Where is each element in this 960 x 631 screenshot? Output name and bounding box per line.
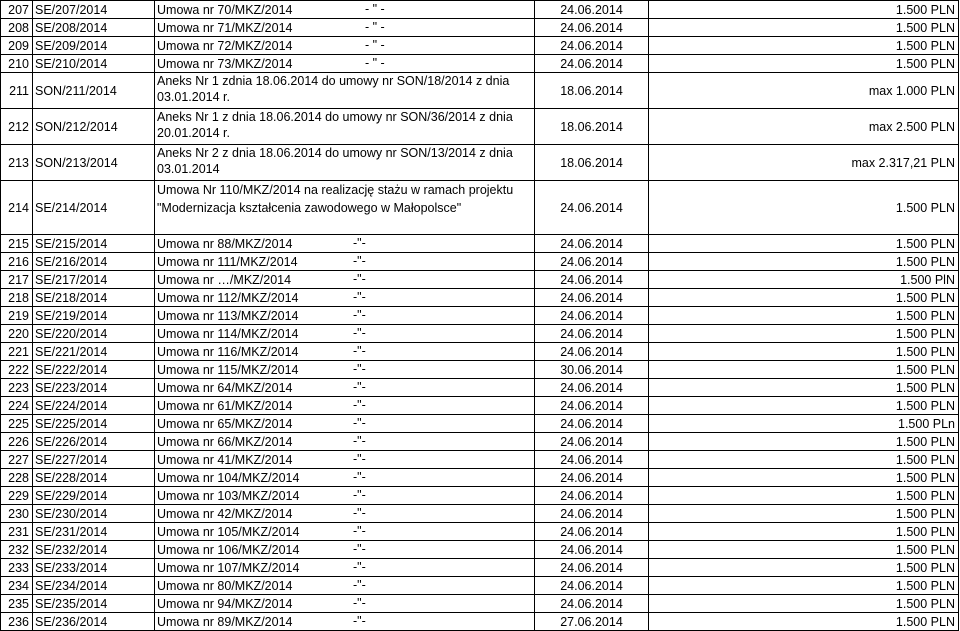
row-date: 24.06.2014 [535,541,649,559]
table-row [1,55,959,73]
row-amount: max 2.317,21 PLN [649,145,959,181]
table-row [1,397,959,415]
row-amount: 1.500 PLN [649,253,959,271]
row-ditto-mark: -"- [353,326,366,340]
row-number: 223 [1,379,33,397]
row-description-text: Umowa nr 88/MKZ/2014 [157,236,293,251]
row-description-text: Umowa Nr 110/MKZ/2014 na realizację stażu w ramach projektu "Modernizacja kształcenia zawodowego w Małopolsce" [157,183,514,215]
row-amount: 1.500 PLN [649,505,959,523]
row-ditto-mark: -"- [353,236,366,250]
row-amount: 1.500 PLN [649,613,959,631]
row-signature: SE/215/2014 [33,235,155,253]
row-number: 219 [1,307,33,325]
row-ditto-mark: - " - [365,2,385,16]
row-description-text: Umowa nr 73/MKZ/2014 [157,56,293,71]
row-date: 24.06.2014 [535,55,649,73]
row-number: 236 [1,613,33,631]
row-amount: 1.500 PLN [649,235,959,253]
row-date: 24.06.2014 [535,1,649,19]
row-amount: 1.500 PLN [649,397,959,415]
row-date: 30.06.2014 [535,361,649,379]
row-signature: SE/216/2014 [33,253,155,271]
row-description [155,235,535,253]
table-row [1,595,959,613]
row-ditto-mark: -"- [353,254,366,268]
row-signature: SE/214/2014 [33,181,155,235]
row-description [155,613,535,631]
row-number: 231 [1,523,33,541]
row-ditto-mark: -"- [353,416,366,430]
table-row [1,451,959,469]
row-amount: 1.500 PLN [649,559,959,577]
row-number: 213 [1,145,33,181]
row-description-text: Umowa nr 115/MKZ/2014 [157,362,299,377]
row-signature: SE/222/2014 [33,361,155,379]
row-amount: 1.500 PLN [649,379,959,397]
row-amount: 1.500 PLN [649,343,959,361]
row-description-text: Umowa nr …/MKZ/2014 [157,272,292,287]
table-row [1,469,959,487]
table-row [1,19,959,37]
row-description-text: Umowa nr 72/MKZ/2014 [157,38,293,53]
row-signature: SE/235/2014 [33,595,155,613]
row-signature: SE/208/2014 [33,19,155,37]
row-amount: 1.500 PLN [649,181,959,235]
row-date: 18.06.2014 [535,145,649,181]
row-description [155,145,535,181]
row-number: 214 [1,181,33,235]
row-description-text: Umowa nr 70/MKZ/2014 [157,2,293,17]
row-date: 24.06.2014 [535,577,649,595]
row-amount: 1.500 PLN [649,595,959,613]
row-description [155,325,535,343]
row-number: 210 [1,55,33,73]
row-ditto-mark: -"- [353,380,366,394]
row-description [155,37,535,55]
row-amount: 1.500 PLn [649,415,959,433]
table-row [1,253,959,271]
table-row [1,181,959,235]
row-description-text: Umowa nr 114/MKZ/2014 [157,326,299,341]
table-row [1,343,959,361]
row-description [155,559,535,577]
row-number: 217 [1,271,33,289]
row-description-text: Umowa nr 106/MKZ/2014 [157,542,300,557]
row-description-text: Umowa nr 112/MKZ/2014 [157,290,299,305]
table-row [1,361,959,379]
row-signature: SE/229/2014 [33,487,155,505]
table-row [1,307,959,325]
table-row [1,487,959,505]
row-number: 218 [1,289,33,307]
row-description-text: Aneks Nr 1 zdnia 18.06.2014 do umowy nr SON/18/2014 z dnia 03.01.2014 r. [157,74,510,104]
row-number: 233 [1,559,33,577]
row-date: 24.06.2014 [535,415,649,433]
row-number: 228 [1,469,33,487]
row-description [155,271,535,289]
row-description [155,109,535,145]
row-amount: 1.500 PLN [649,307,959,325]
row-date: 24.06.2014 [535,505,649,523]
row-signature: SON/212/2014 [33,109,155,145]
row-number: 216 [1,253,33,271]
row-ditto-mark: -"- [353,308,366,322]
row-signature: SE/224/2014 [33,397,155,415]
row-description [155,541,535,559]
row-description-text: Umowa nr 64/MKZ/2014 [157,380,293,395]
row-amount: 1.500 PLN [649,433,959,451]
table-row [1,613,959,631]
row-signature: SE/226/2014 [33,433,155,451]
row-number: 232 [1,541,33,559]
table-row [1,109,959,145]
row-amount: 1.500 PLN [649,361,959,379]
row-date: 24.06.2014 [535,181,649,235]
row-signature: SE/209/2014 [33,37,155,55]
row-amount: 1.500 PlN [649,271,959,289]
row-amount: 1.500 PLN [649,487,959,505]
row-date: 24.06.2014 [535,37,649,55]
row-number: 212 [1,109,33,145]
row-number: 226 [1,433,33,451]
row-description [155,361,535,379]
row-description [155,469,535,487]
row-ditto-mark: -"- [353,452,366,466]
row-ditto-mark: -"- [353,362,366,376]
row-description-text: Aneks Nr 2 z dnia 18.06.2014 do umowy nr SON/13/2014 z dnia 03.01.2014 [157,146,513,176]
row-date: 24.06.2014 [535,559,649,577]
row-signature: SE/231/2014 [33,523,155,541]
row-number: 235 [1,595,33,613]
row-signature: SE/230/2014 [33,505,155,523]
row-description-text: Umowa nr 66/MKZ/2014 [157,434,293,449]
table-row [1,289,959,307]
row-ditto-mark: -"- [353,470,366,484]
row-number: 208 [1,19,33,37]
row-date: 24.06.2014 [535,397,649,415]
row-description [155,595,535,613]
row-amount: 1.500 PLN [649,451,959,469]
row-date: 24.06.2014 [535,253,649,271]
row-date: 27.06.2014 [535,613,649,631]
row-number: 215 [1,235,33,253]
row-description-text: Aneks Nr 1 z dnia 18.06.2014 do umowy nr SON/36/2014 z dnia 20.01.2014 r. [157,110,513,140]
table-row [1,577,959,595]
row-number: 209 [1,37,33,55]
row-signature: SE/223/2014 [33,379,155,397]
row-date: 24.06.2014 [535,487,649,505]
row-amount: 1.500 PLN [649,541,959,559]
row-amount: 1.500 PLN [649,1,959,19]
table-row [1,73,959,109]
row-date: 24.06.2014 [535,343,649,361]
row-date: 24.06.2014 [535,469,649,487]
table-row [1,379,959,397]
row-amount: max 2.500 PLN [649,109,959,145]
row-signature: SE/220/2014 [33,325,155,343]
row-description [155,289,535,307]
row-description-text: Umowa nr 65/MKZ/2014 [157,416,293,431]
row-description-text: Umowa nr 80/MKZ/2014 [157,578,293,593]
table-row [1,37,959,55]
row-ditto-mark: -"- [353,542,366,556]
row-description [155,73,535,109]
row-amount: 1.500 PLN [649,289,959,307]
row-date: 18.06.2014 [535,73,649,109]
row-signature: SE/225/2014 [33,415,155,433]
row-ditto-mark: - " - [365,20,385,34]
row-description-text: Umowa nr 105/MKZ/2014 [157,524,300,539]
row-description-text: Umowa nr 94/MKZ/2014 [157,596,293,611]
row-date: 24.06.2014 [535,289,649,307]
row-description-text: Umowa nr 41/MKZ/2014 [157,452,293,467]
row-description [155,415,535,433]
table-row [1,505,959,523]
row-signature: SE/232/2014 [33,541,155,559]
table-row [1,415,959,433]
table-row [1,145,959,181]
row-ditto-mark: -"- [353,290,366,304]
row-signature: SE/221/2014 [33,343,155,361]
row-description [155,523,535,541]
row-signature: SE/210/2014 [33,55,155,73]
row-number: 207 [1,1,33,19]
row-signature: SON/211/2014 [33,73,155,109]
table-row [1,541,959,559]
row-number: 225 [1,415,33,433]
row-amount: 1.500 PLN [649,19,959,37]
row-date: 24.06.2014 [535,271,649,289]
row-signature: SE/227/2014 [33,451,155,469]
row-number: 221 [1,343,33,361]
row-number: 229 [1,487,33,505]
row-date: 24.06.2014 [535,379,649,397]
row-number: 230 [1,505,33,523]
row-description [155,505,535,523]
row-amount: 1.500 PLN [649,55,959,73]
row-description [155,487,535,505]
table-row [1,1,959,19]
row-signature: SE/234/2014 [33,577,155,595]
row-description-text: Umowa nr 113/MKZ/2014 [157,308,299,323]
row-date: 24.06.2014 [535,595,649,613]
row-description-text: Umowa nr 111/MKZ/2014 [157,254,298,269]
row-ditto-mark: -"- [353,560,366,574]
row-date: 24.06.2014 [535,325,649,343]
row-amount: 1.500 PLN [649,37,959,55]
row-amount: 1.500 PLN [649,469,959,487]
row-ditto-mark: - " - [365,38,385,52]
row-ditto-mark: -"- [353,506,366,520]
table-row [1,523,959,541]
row-signature: SON/213/2014 [33,145,155,181]
table-row [1,271,959,289]
row-date: 24.06.2014 [535,307,649,325]
row-ditto-mark: -"- [353,596,366,610]
row-signature: SE/228/2014 [33,469,155,487]
row-description-text: Umowa nr 104/MKZ/2014 [157,470,300,485]
row-description-text: Umowa nr 116/MKZ/2014 [157,344,299,359]
row-ditto-mark: -"- [353,578,366,592]
row-ditto-mark: -"- [353,434,366,448]
row-signature: SE/236/2014 [33,613,155,631]
row-signature: SE/217/2014 [33,271,155,289]
row-number: 211 [1,73,33,109]
row-description [155,397,535,415]
row-signature: SE/207/2014 [33,1,155,19]
row-ditto-mark: -"- [353,398,366,412]
row-ditto-mark: -"- [353,488,366,502]
row-ditto-mark: -"- [353,524,366,538]
row-ditto-mark: -"- [353,614,366,628]
row-signature: SE/219/2014 [33,307,155,325]
row-description-text: Umowa nr 107/MKZ/2014 [157,560,300,575]
row-description [155,19,535,37]
row-date: 24.06.2014 [535,451,649,469]
row-number: 222 [1,361,33,379]
row-description-text: Umowa nr 61/MKZ/2014 [157,398,293,413]
row-number: 220 [1,325,33,343]
row-number: 234 [1,577,33,595]
row-number: 224 [1,397,33,415]
row-ditto-mark: -"- [353,272,366,286]
row-description [155,451,535,469]
row-date: 24.06.2014 [535,19,649,37]
row-signature: SE/233/2014 [33,559,155,577]
row-description [155,307,535,325]
row-description-text: Umowa nr 71/MKZ/2014 [157,20,293,35]
row-amount: 1.500 PLN [649,577,959,595]
row-description [155,433,535,451]
row-description [155,253,535,271]
row-date: 24.06.2014 [535,523,649,541]
row-description [155,1,535,19]
row-description-text: Umowa nr 103/MKZ/2014 [157,488,300,503]
row-date: 24.06.2014 [535,235,649,253]
row-date: 24.06.2014 [535,433,649,451]
row-amount: 1.500 PLN [649,325,959,343]
row-number: 227 [1,451,33,469]
row-ditto-mark: -"- [353,344,366,358]
row-description [155,577,535,595]
row-date: 18.06.2014 [535,109,649,145]
register-body [1,1,959,631]
row-ditto-mark: - " - [365,56,385,70]
row-amount: max 1.000 PLN [649,73,959,109]
row-description-text: Umowa nr 89/MKZ/2014 [157,614,293,629]
row-description [155,181,535,235]
row-description [155,343,535,361]
row-description [155,379,535,397]
table-row [1,325,959,343]
row-description-text: Umowa nr 42/MKZ/2014 [157,506,293,521]
table-row [1,235,959,253]
row-description [155,55,535,73]
table-row [1,433,959,451]
table-row [1,559,959,577]
row-amount: 1.500 PLN [649,523,959,541]
row-signature: SE/218/2014 [33,289,155,307]
